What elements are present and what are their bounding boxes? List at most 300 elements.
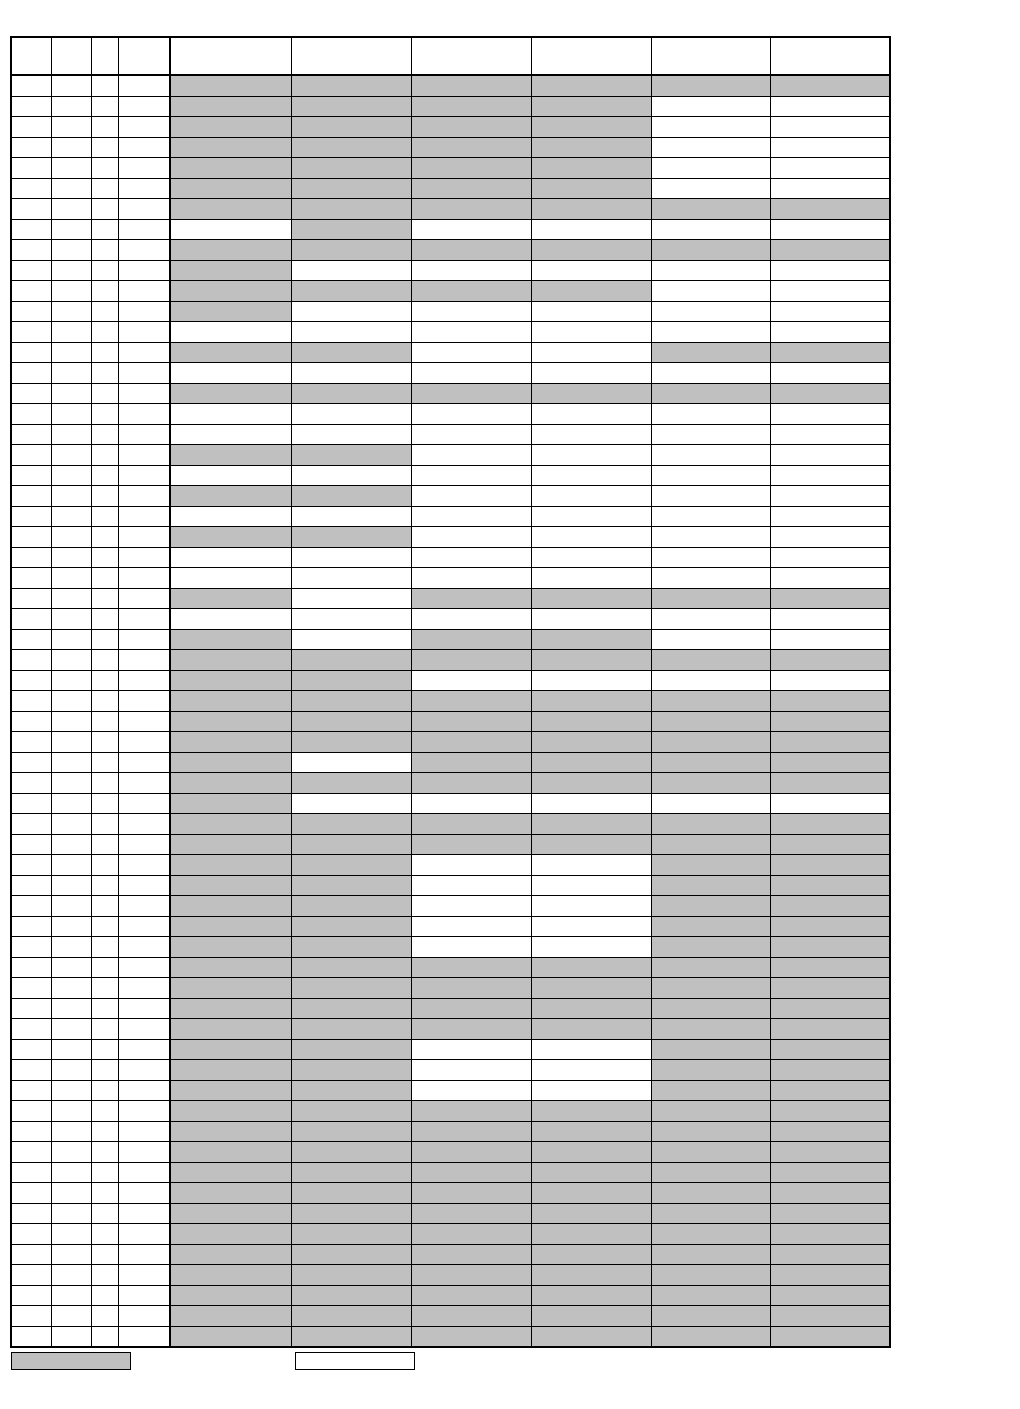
table-row <box>11 916 890 937</box>
shaded-cell <box>770 1039 890 1060</box>
shaded-cell <box>651 199 770 220</box>
shaded-cell <box>291 527 411 548</box>
shaded-cell <box>651 1203 770 1224</box>
blank-cell <box>770 629 890 650</box>
table-cell <box>91 75 118 96</box>
shaded-cell <box>531 281 651 302</box>
table-cell <box>11 1203 51 1224</box>
shaded-cell <box>531 998 651 1019</box>
shaded-cell <box>411 240 531 261</box>
table-cell <box>51 322 91 343</box>
shaded-cell <box>291 978 411 999</box>
table-cell <box>91 834 118 855</box>
table-cell <box>51 424 91 445</box>
shaded-cell <box>170 752 291 773</box>
table-cell <box>91 793 118 814</box>
shaded-cell <box>531 752 651 773</box>
table-cell <box>51 158 91 179</box>
table-row <box>11 875 890 896</box>
blank-cell <box>531 1060 651 1081</box>
shaded-cell <box>170 691 291 712</box>
shaded-cell <box>411 814 531 835</box>
table-cell <box>91 1080 118 1101</box>
shaded-cell <box>170 937 291 958</box>
table-cell <box>91 96 118 117</box>
shaded-cell <box>291 1101 411 1122</box>
table-cell <box>51 199 91 220</box>
blank-cell <box>531 793 651 814</box>
table-cell <box>91 342 118 363</box>
shaded-cell <box>651 711 770 732</box>
blank-cell <box>770 670 890 691</box>
shaded-cell <box>170 957 291 978</box>
table-cell <box>118 711 170 732</box>
blank-cell <box>770 363 890 384</box>
table-cell <box>118 916 170 937</box>
shaded-cell <box>651 875 770 896</box>
table-cell <box>91 588 118 609</box>
shaded-cell <box>291 937 411 958</box>
table-row <box>11 506 890 527</box>
table-cell <box>11 1244 51 1265</box>
shaded-cell <box>170 96 291 117</box>
blank-cell <box>291 506 411 527</box>
shaded-cell <box>531 978 651 999</box>
blank-cell <box>291 547 411 568</box>
shaded-cell <box>170 240 291 261</box>
shaded-cell <box>531 1019 651 1040</box>
blank-cell <box>170 363 291 384</box>
table-cell <box>118 834 170 855</box>
blank-cell <box>411 670 531 691</box>
table-row <box>11 691 890 712</box>
table-cell <box>91 568 118 589</box>
shaded-cell <box>291 1162 411 1183</box>
table-cell <box>11 711 51 732</box>
blank-cell <box>411 363 531 384</box>
blank-cell <box>531 896 651 917</box>
shaded-cell <box>291 75 411 96</box>
table-cell <box>11 732 51 753</box>
blank-cell <box>411 937 531 958</box>
table-cell <box>11 383 51 404</box>
table-cell <box>11 219 51 240</box>
table-cell <box>91 1285 118 1306</box>
table-cell <box>11 527 51 548</box>
shaded-cell <box>170 301 291 322</box>
blank-cell <box>531 916 651 937</box>
table-cell <box>51 568 91 589</box>
blank-cell <box>291 424 411 445</box>
table-cell <box>11 896 51 917</box>
table-cell <box>11 670 51 691</box>
shaded-cell <box>651 998 770 1019</box>
table-cell <box>91 322 118 343</box>
table-cell <box>91 1142 118 1163</box>
table-row <box>11 240 890 261</box>
table-cell <box>51 650 91 671</box>
shaded-cell <box>651 1039 770 1060</box>
shaded-cell <box>651 1183 770 1204</box>
table-cell <box>51 998 91 1019</box>
blank-cell <box>770 424 890 445</box>
table-cell <box>118 240 170 261</box>
shaded-cell <box>770 1060 890 1081</box>
shaded-cell <box>291 1265 411 1286</box>
shaded-cell <box>531 629 651 650</box>
shaded-cell <box>770 752 890 773</box>
table-row <box>11 1326 890 1347</box>
blank-cell <box>291 363 411 384</box>
blank-cell <box>411 875 531 896</box>
blank-cell <box>770 137 890 158</box>
table-cell <box>11 568 51 589</box>
blank-cell <box>170 506 291 527</box>
table-cell <box>91 650 118 671</box>
table-cell <box>91 1019 118 1040</box>
table-cell <box>11 1162 51 1183</box>
shaded-cell <box>291 1060 411 1081</box>
shaded-cell <box>531 1306 651 1327</box>
table-cell <box>11 1306 51 1327</box>
shaded-cell <box>170 199 291 220</box>
table-row <box>11 363 890 384</box>
shaded-cell <box>531 1162 651 1183</box>
shaded-cell <box>770 1203 890 1224</box>
table-cell <box>118 1162 170 1183</box>
table-cell <box>51 342 91 363</box>
table-cell <box>91 1060 118 1081</box>
shaded-cell <box>291 1244 411 1265</box>
shaded-cell <box>170 117 291 138</box>
table-cell <box>91 609 118 630</box>
blank-cell <box>291 793 411 814</box>
table-cell <box>11 650 51 671</box>
table-cell <box>91 424 118 445</box>
blank-cell <box>411 896 531 917</box>
shaded-cell <box>291 445 411 466</box>
shaded-cell <box>411 199 531 220</box>
table-cell <box>118 322 170 343</box>
blank-cell <box>411 219 531 240</box>
table-row <box>11 424 890 445</box>
shaded-cell <box>170 875 291 896</box>
shaded-cell <box>170 732 291 753</box>
table-cell <box>91 527 118 548</box>
blank-cell <box>651 629 770 650</box>
table-cell <box>51 445 91 466</box>
table-cell <box>91 916 118 937</box>
table-cell <box>51 1101 91 1122</box>
shaded-cell <box>170 527 291 548</box>
table-cell <box>118 424 170 445</box>
table-cell <box>51 793 91 814</box>
table-cell <box>118 383 170 404</box>
shaded-cell <box>170 896 291 917</box>
table-cell <box>11 691 51 712</box>
shaded-cell <box>531 1142 651 1163</box>
shaded-cell <box>531 1101 651 1122</box>
blank-cell <box>411 793 531 814</box>
shaded-cell <box>770 1142 890 1163</box>
shaded-cell <box>411 96 531 117</box>
table-cell <box>51 486 91 507</box>
shaded-cell <box>411 178 531 199</box>
table-cell <box>91 752 118 773</box>
table-cell <box>118 896 170 917</box>
shaded-cell <box>651 650 770 671</box>
table-row <box>11 1183 890 1204</box>
blank-cell <box>291 629 411 650</box>
table-row <box>11 199 890 220</box>
blank-cell <box>291 609 411 630</box>
table-cell <box>118 588 170 609</box>
table-cell <box>118 1326 170 1347</box>
shaded-cell <box>770 588 890 609</box>
shaded-cell <box>170 1101 291 1122</box>
table-cell <box>91 814 118 835</box>
shaded-cell <box>170 1142 291 1163</box>
column-header <box>11 37 51 75</box>
table-cell <box>51 506 91 527</box>
blank-cell <box>651 281 770 302</box>
table-cell <box>51 855 91 876</box>
shaded-cell <box>291 1326 411 1347</box>
shaded-cell <box>291 896 411 917</box>
table-cell <box>11 424 51 445</box>
blank-cell <box>651 609 770 630</box>
table-cell <box>51 875 91 896</box>
table-cell <box>91 465 118 486</box>
blank-cell <box>770 445 890 466</box>
shaded-cell <box>170 998 291 1019</box>
table-cell <box>11 158 51 179</box>
shaded-cell <box>170 814 291 835</box>
shaded-cell <box>170 342 291 363</box>
table-cell <box>118 117 170 138</box>
table-cell <box>118 199 170 220</box>
shaded-cell <box>531 814 651 835</box>
table-cell <box>51 957 91 978</box>
shaded-cell <box>770 240 890 261</box>
table-row <box>11 96 890 117</box>
shaded-cell <box>411 1224 531 1245</box>
shaded-cell <box>651 855 770 876</box>
table-cell <box>91 1306 118 1327</box>
table-cell <box>91 1203 118 1224</box>
shaded-cell <box>411 834 531 855</box>
blank-cell <box>651 301 770 322</box>
shaded-cell <box>411 711 531 732</box>
shaded-cell <box>170 588 291 609</box>
table-cell <box>118 629 170 650</box>
shaded-cell <box>411 137 531 158</box>
table-row <box>11 937 890 958</box>
table-cell <box>51 404 91 425</box>
shaded-cell <box>170 486 291 507</box>
column-header <box>291 37 411 75</box>
shaded-cell <box>170 1265 291 1286</box>
shaded-cell <box>651 814 770 835</box>
table-cell <box>11 301 51 322</box>
table-cell <box>118 219 170 240</box>
table-cell <box>51 1039 91 1060</box>
table-cell <box>11 609 51 630</box>
blank-cell <box>531 424 651 445</box>
blank-cell <box>770 404 890 425</box>
blank-cell <box>531 1080 651 1101</box>
table-cell <box>118 1101 170 1122</box>
blank-cell <box>411 486 531 507</box>
table-cell <box>11 1142 51 1163</box>
shaded-cell <box>291 137 411 158</box>
table-cell <box>51 814 91 835</box>
shaded-cell <box>770 978 890 999</box>
table-cell <box>11 486 51 507</box>
blank-cell <box>651 547 770 568</box>
table-cell <box>11 937 51 958</box>
blank-cell <box>531 527 651 548</box>
shaded-cell <box>531 383 651 404</box>
shaded-cell <box>170 158 291 179</box>
shaded-cell <box>291 219 411 240</box>
table-cell <box>118 1306 170 1327</box>
table-cell <box>118 96 170 117</box>
table-cell <box>11 629 51 650</box>
blank-cell <box>531 547 651 568</box>
shaded-cell <box>651 588 770 609</box>
table-cell <box>11 342 51 363</box>
shaded-cell <box>170 1060 291 1081</box>
table-cell <box>118 281 170 302</box>
table-row <box>11 281 890 302</box>
table-row <box>11 1101 890 1122</box>
shaded-cell <box>170 629 291 650</box>
shaded-cell <box>651 834 770 855</box>
shaded-cell <box>291 814 411 835</box>
table-cell <box>91 670 118 691</box>
shaded-cell <box>411 1183 531 1204</box>
table-cell <box>118 363 170 384</box>
table-cell <box>91 1162 118 1183</box>
table-cell <box>11 1183 51 1204</box>
shaded-cell <box>170 1121 291 1142</box>
table-cell <box>91 404 118 425</box>
legend-shaded-swatch <box>11 1352 131 1370</box>
column-header <box>651 37 770 75</box>
shaded-cell <box>770 1121 890 1142</box>
shaded-cell <box>291 834 411 855</box>
shaded-cell <box>651 1142 770 1163</box>
blank-cell <box>770 117 890 138</box>
blank-cell <box>411 527 531 548</box>
table-cell <box>11 1326 51 1347</box>
table-cell <box>51 752 91 773</box>
blank-cell <box>531 937 651 958</box>
shaded-cell <box>770 1183 890 1204</box>
blank-cell <box>651 404 770 425</box>
table-cell <box>51 916 91 937</box>
table-cell <box>51 1060 91 1081</box>
data-grid-table <box>10 36 891 1348</box>
shaded-cell <box>651 978 770 999</box>
table-row <box>11 322 890 343</box>
shaded-cell <box>291 1080 411 1101</box>
header-row <box>11 37 890 75</box>
table-row <box>11 547 890 568</box>
table-cell <box>118 178 170 199</box>
table-cell <box>11 875 51 896</box>
blank-cell <box>170 609 291 630</box>
table-cell <box>11 281 51 302</box>
table-row <box>11 1224 890 1245</box>
shaded-cell <box>291 691 411 712</box>
table-cell <box>118 937 170 958</box>
blank-cell <box>651 670 770 691</box>
shaded-cell <box>531 1203 651 1224</box>
table-cell <box>11 199 51 220</box>
table-cell <box>91 957 118 978</box>
table-cell <box>51 178 91 199</box>
shaded-cell <box>411 1285 531 1306</box>
table-cell <box>51 711 91 732</box>
table-row <box>11 814 890 835</box>
shaded-cell <box>170 670 291 691</box>
column-header <box>770 37 890 75</box>
table-cell <box>91 1121 118 1142</box>
shaded-cell <box>291 199 411 220</box>
shaded-cell <box>531 199 651 220</box>
blank-cell <box>411 301 531 322</box>
shaded-cell <box>770 711 890 732</box>
blank-cell <box>531 342 651 363</box>
table-cell <box>91 363 118 384</box>
table-row <box>11 568 890 589</box>
table-cell <box>91 281 118 302</box>
shaded-cell <box>770 1101 890 1122</box>
shaded-cell <box>651 1121 770 1142</box>
shaded-cell <box>411 978 531 999</box>
shaded-cell <box>291 342 411 363</box>
table-row <box>11 137 890 158</box>
table-row <box>11 588 890 609</box>
table-cell <box>118 1285 170 1306</box>
blank-cell <box>411 547 531 568</box>
blank-cell <box>770 506 890 527</box>
table-cell <box>11 998 51 1019</box>
table-cell <box>51 240 91 261</box>
shaded-cell <box>531 117 651 138</box>
column-header <box>170 37 291 75</box>
table-row <box>11 158 890 179</box>
table-cell <box>118 342 170 363</box>
blank-cell <box>531 609 651 630</box>
shaded-cell <box>411 998 531 1019</box>
shaded-cell <box>531 732 651 753</box>
shaded-cell <box>411 650 531 671</box>
blank-cell <box>651 117 770 138</box>
shaded-cell <box>170 1162 291 1183</box>
shaded-cell <box>651 342 770 363</box>
table-cell <box>51 117 91 138</box>
shaded-cell <box>411 383 531 404</box>
table-row <box>11 732 890 753</box>
table-cell <box>118 1039 170 1060</box>
blank-cell <box>651 568 770 589</box>
blank-cell <box>170 219 291 240</box>
table-cell <box>91 260 118 281</box>
shaded-cell <box>531 691 651 712</box>
